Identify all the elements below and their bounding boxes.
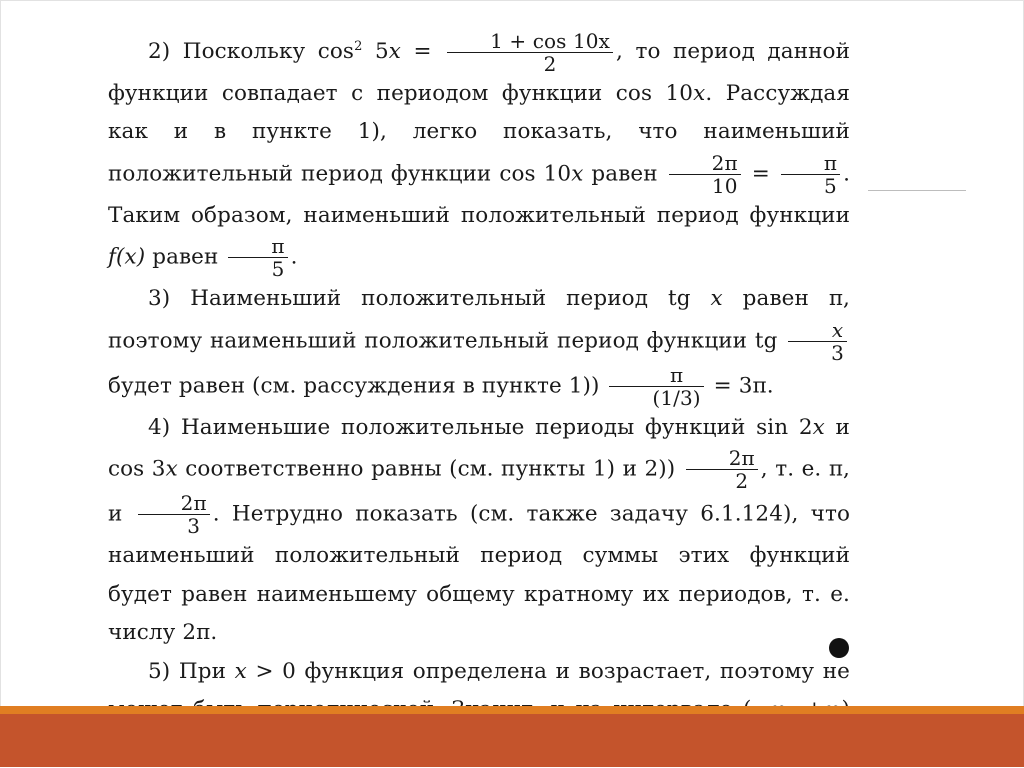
variable: x bbox=[693, 80, 706, 106]
fraction-numerator: 2π bbox=[686, 447, 758, 470]
text-run: равен bbox=[145, 244, 226, 270]
text-run: , т. е. π, и bbox=[108, 456, 850, 527]
fraction-denominator: 10 bbox=[711, 173, 738, 198]
variable: x bbox=[710, 286, 723, 312]
text-run: 5) При bbox=[148, 658, 235, 684]
fraction-numerator: π bbox=[609, 364, 703, 387]
variable: x bbox=[812, 414, 825, 440]
fraction-denominator: 2 bbox=[735, 469, 749, 494]
text-run: и cos 3 bbox=[108, 414, 850, 482]
text-run: = 3π. bbox=[706, 373, 774, 399]
variable: x bbox=[234, 658, 247, 684]
text-run: , то период данной функции совпадает с периодом функции cos 10 bbox=[108, 39, 851, 106]
fraction bbox=[669, 152, 741, 197]
decorative-line bbox=[868, 190, 966, 191]
fraction-numerator: 1 + cos 10x bbox=[447, 30, 613, 53]
function-notation: f(x) bbox=[108, 244, 146, 270]
text-run: соответственно равны (см. пункты 1) и 2)) bbox=[177, 456, 683, 482]
fraction-numerator: π bbox=[228, 235, 287, 258]
text-run: равен π, поэтому наименьший положительный период функции tg bbox=[108, 286, 850, 354]
solution-text bbox=[108, 28, 850, 768]
fraction-denominator: (1/3) bbox=[652, 385, 701, 410]
text-run: . Рассуждая как и в пункте 1), легко показать, что наименьший положительный период функции cos 10 bbox=[108, 80, 851, 187]
text-run: 3) Наименьший положительный период tg bbox=[148, 286, 711, 312]
accent-bar-top bbox=[0, 706, 1024, 714]
paragraph-3 bbox=[108, 280, 850, 409]
text-run: 2) Поскольку cos bbox=[148, 39, 355, 65]
text-run: > 0 функция определена и возрастает, поэтому не bbox=[255, 658, 850, 684]
text-run: . bbox=[290, 244, 298, 270]
fraction-numerator: 2π bbox=[669, 152, 741, 175]
fraction-denominator: 5 bbox=[824, 173, 837, 198]
fraction-denominator: 5 bbox=[271, 257, 285, 282]
text-run: . Нетрудно показать (см. также задачу 6.1.124), что наименьший положительный период суммы этих функций будет равен наименьшему общему кратному их периодов, т. е. числу 2π. bbox=[108, 501, 850, 646]
text-run: равен bbox=[583, 161, 666, 187]
text-run: будет равен (см. рассуждения в пункте 1)) bbox=[108, 373, 607, 399]
fraction-denominator: 3 bbox=[187, 514, 201, 539]
fraction bbox=[609, 364, 703, 409]
variable: x bbox=[388, 39, 401, 65]
text-run: 4) Наименьшие положительные периоды функций sin 2 bbox=[148, 414, 813, 440]
text-run: . Таким образом, наименьший положительный период функции bbox=[108, 161, 851, 228]
fraction bbox=[447, 30, 613, 75]
fraction-numerator: 2π bbox=[138, 492, 210, 515]
fraction-denominator: 3 bbox=[831, 340, 844, 365]
accent-bar-bottom bbox=[0, 714, 1024, 767]
fraction bbox=[781, 152, 840, 197]
text-run: 5 bbox=[362, 39, 389, 65]
text-run: = bbox=[400, 39, 445, 65]
paragraph-4 bbox=[108, 409, 850, 653]
variable: x bbox=[571, 161, 584, 187]
fraction-denominator: 2 bbox=[543, 51, 557, 76]
fraction bbox=[686, 447, 758, 492]
variable: x bbox=[165, 456, 178, 482]
paragraph-2 bbox=[108, 28, 850, 280]
text-run: = bbox=[743, 161, 778, 187]
fraction bbox=[228, 235, 287, 280]
fraction-numerator: π bbox=[781, 152, 840, 175]
fraction bbox=[788, 319, 847, 364]
fraction bbox=[138, 492, 210, 537]
end-of-proof-bullet-icon bbox=[829, 638, 849, 658]
fraction-numerator: x bbox=[788, 319, 847, 342]
superscript: 2 bbox=[354, 39, 363, 54]
